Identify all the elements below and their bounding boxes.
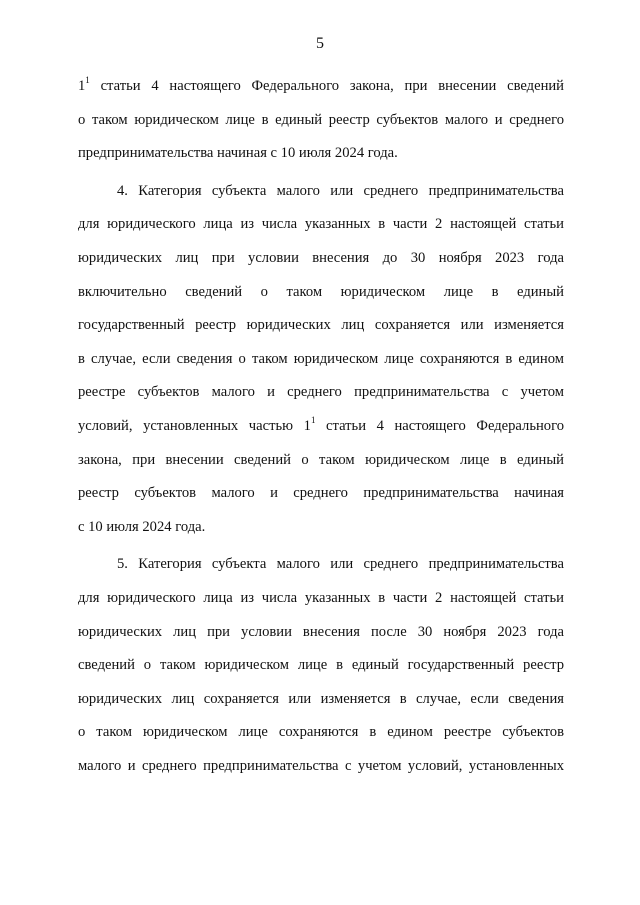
text-line: о таком юридическом лице сохраняются в едином реестре субъектов	[78, 724, 564, 741]
text-line: юридических лиц при условии внесения до 30 ноября 2023 года	[78, 249, 564, 266]
text-line: реестр субъектов малого и среднего предпринимательства начиная	[78, 485, 564, 502]
text-line: включительно сведений о таком юридическом лице в единый	[78, 283, 564, 300]
text-line: юридических лиц сохраняется или изменяется в случае, если сведения	[78, 690, 564, 707]
text-line: государственный реестр юридических лиц сохраняется или изменяется	[78, 317, 564, 334]
text-line: для юридического лица из числа указанных в части 2 настоящей статьи	[78, 589, 564, 606]
text-line: малого и среднего предпринимательства с учетом условий, установленных	[78, 757, 564, 774]
text-line: в случае, если сведения о таком юридическом лице сохраняются в едином	[78, 350, 564, 367]
superscript: 1	[85, 75, 90, 86]
text-line: с 10 июля 2024 года.	[78, 518, 206, 535]
text-line: 4. Категория субъекта малого или среднего предпринимательства	[117, 182, 564, 199]
text-line: для юридического лица из числа указанных в части 2 настоящей статьи	[78, 216, 564, 233]
text-line: $1^1$ статьи 4 настоящего Федерального закона, при внесении сведений	[78, 75, 564, 94]
text-line: закона, при внесении сведений о таком юридическом лице в единый	[78, 451, 564, 468]
paragraph-item-4	[78, 175, 564, 545]
paragraph-item-5	[78, 548, 564, 783]
text-line: о таком юридическом лице в единый реестр субъектов малого и среднего	[78, 111, 564, 128]
superscript: 1	[310, 415, 316, 426]
text-line: сведений о таком юридическом лице в единый государственный реестр	[78, 657, 564, 674]
text-line: реестре субъектов малого и среднего предпринимательства с учетом	[78, 384, 564, 401]
text-line: 5. Категория субъекта малого или среднего предпринимательства	[117, 556, 564, 573]
text-line: предпринимательства начиная с 10 июля 2024 года.	[78, 145, 398, 162]
document-body	[78, 70, 564, 783]
paragraph-continuation	[78, 70, 564, 171]
page-number: 5	[316, 35, 324, 52]
text-line: условий, установленных частью $1^1$ статьи 4 настоящего Федерального	[78, 415, 564, 434]
text-line: юридических лиц при условии внесения после 30 ноября 2023 года	[78, 623, 564, 640]
